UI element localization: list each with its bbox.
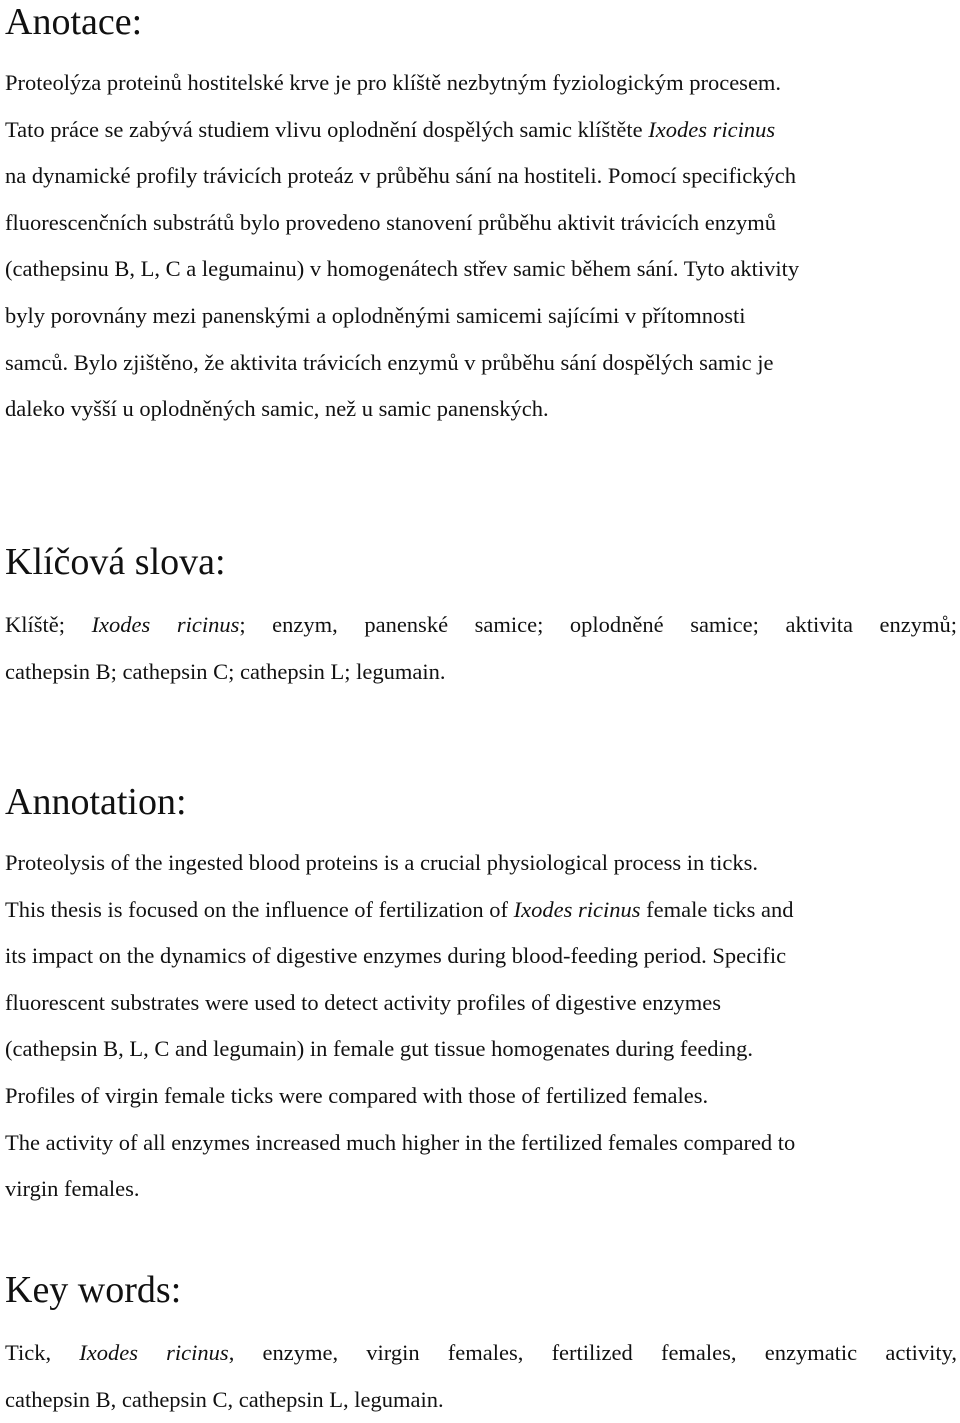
anotace-line-8: daleko vyšší u oplodněných samic, než u samic panenských. [5, 396, 549, 422]
annotation-section [5, 780, 957, 1213]
klicova-slova-paragraph [5, 602, 957, 695]
key-words-paragraph [5, 1330, 957, 1423]
klicova-slova-line-1 [5, 602, 957, 649]
annotation-line-2-pre: This thesis is focused on the influence of fertilization of [5, 896, 514, 922]
species-name: Ixodes ricinus [79, 1340, 229, 1365]
anotace-line-2 [5, 107, 957, 154]
species-name: Ixodes ricinus [513, 896, 641, 922]
key-words-line-1-pre: Tick, [5, 1340, 80, 1365]
anotace-line-1: Proteolýza proteinů hostitelské krve je pro klíště nezbytným fyziologickým procesem. [5, 70, 782, 95]
annotation-line-7: The activity of all enzymes increased much higher in the fertilized females compared to [5, 1129, 796, 1155]
anotace-line-6: byly porovnány mezi panenskými a oplodněnými samicemi sajícími v přítomnosti [5, 302, 746, 328]
annotation-line-5: (cathepsin B, L, C and legumain) in female gut tissue homogenates during feeding. [5, 1036, 753, 1062]
anotace-heading: Anotace: [5, 1, 143, 43]
klicova-slova-line-2: cathepsin B; cathepsin C; cathepsin L; legumain. [5, 658, 446, 684]
species-name: Ixodes ricinus [91, 612, 240, 637]
species-name: Ixodes ricinus [648, 116, 776, 142]
annotation-line-4: fluorescent substrates were used to detect activity profiles of digestive enzymes [5, 989, 722, 1015]
annotation-line-8: virgin females. [5, 1176, 140, 1202]
key-words-section [5, 1268, 957, 1423]
anotace-line-7: samců. Bylo zjištěno, že aktivita trávicích enzymů v průběhu sání dospělých samic je [5, 349, 774, 375]
annotation-heading: Annotation: [5, 781, 187, 823]
key-words-line-1 [5, 1330, 957, 1377]
key-words-heading: Key words: [5, 1269, 182, 1311]
klicova-slova-section [5, 540, 957, 695]
klicova-slova-heading: Klíčová slova: [5, 541, 226, 583]
anotace-line-5: (cathepsinu B, L, C a legumainu) v homogenátech střev samic během sání. Tyto aktivity [5, 256, 800, 282]
annotation-line-3: its impact on the dynamics of digestive enzymes during blood-feeding period. Specific [5, 943, 787, 969]
anotace-line-4: fluorescenčních substrátů bylo provedeno stanovení průběhu aktivit trávicích enzymů [5, 209, 777, 235]
anotace-paragraph [5, 60, 957, 433]
anotace-line-2-text: Tato práce se zabývá studiem vlivu oplodnění dospělých samic klíštěte [5, 116, 649, 142]
annotation-line-2 [5, 887, 957, 934]
klicova-slova-line-1-pre: Klíště; [5, 612, 92, 637]
key-words-line-1-post: , enzyme, virgin females, fertilized females, enzymatic activity, [228, 1340, 958, 1365]
annotation-line-1: Proteolysis of the ingested blood proteins is a crucial physiological process in ticks. [5, 850, 758, 875]
key-words-line-2: cathepsin B, cathepsin C, cathepsin L, legumain. [5, 1386, 444, 1412]
anotace-section [5, 0, 957, 433]
annotation-paragraph [5, 840, 957, 1213]
annotation-line-6: Profiles of virgin female ticks were compared with those of fertilized females. [5, 1082, 709, 1108]
klicova-slova-line-1-post: ; enzym, panenské samice; oplodněné samice; aktivita enzymů; [239, 612, 957, 637]
anotace-line-3: na dynamické profily trávicích proteáz v průběhu sání na hostiteli. Pomocí specifických [5, 163, 797, 189]
annotation-line-2-post: female ticks and [640, 896, 794, 922]
